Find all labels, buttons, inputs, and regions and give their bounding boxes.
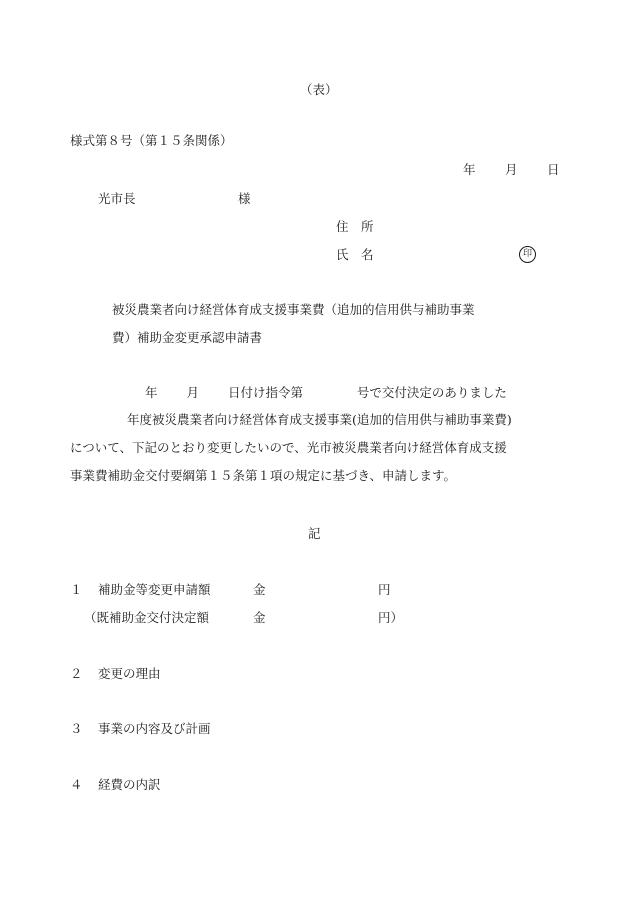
item-2-label: 変更の理由 (98, 666, 161, 681)
item-1-label: 補助金等変更申請額 (98, 582, 211, 597)
body-line-1: 年 月 日付け指令第 号で交付決定のありました (145, 385, 507, 400)
header-mark: （表） (300, 82, 338, 97)
item-3-number: ３ (70, 721, 83, 736)
item-1b-label: （既補助金交付決定額 (84, 610, 210, 625)
title-line-2: 費）補助金変更承認申請書 (112, 330, 263, 345)
applicant-address-label: 住 所 (336, 219, 374, 234)
seal-mark-icon: 印 (519, 246, 536, 263)
date-day: 日 (547, 162, 560, 177)
ki-heading: 記 (308, 526, 321, 541)
item-3-label: 事業の内容及び計画 (98, 721, 211, 736)
body-line-4: 事業費補助金交付要綱第１５条第１項の規定に基づき、申請します。 (70, 468, 457, 483)
form-number: 様式第８号（第１５条関係） (70, 133, 233, 148)
item-1-yen: 円 (378, 582, 391, 597)
item-4-label: 経費の内訳 (98, 777, 161, 792)
applicant-name-label: 氏 名 (336, 247, 374, 262)
addressee-name: 光市長 (98, 191, 136, 206)
item-1b-kin: 金 (253, 610, 266, 625)
date-year: 年 (463, 162, 476, 177)
item-1b-yen: 円） (378, 610, 404, 625)
item-4-number: ４ (70, 777, 83, 792)
date-month: 月 (505, 162, 518, 177)
item-1-kin: 金 (253, 582, 266, 597)
body-line-2: 年度被災農業者向け経営体育成支援事業(追加的信用供与補助事業費) (127, 412, 512, 427)
item-2-number: ２ (70, 666, 83, 681)
title-line-1: 被災農業者向け経営体育成支援事業費（追加的信用供与補助事業 (112, 302, 475, 317)
item-1-number: １ (70, 582, 83, 597)
body-line-3: について、下記のとおり変更したいので、光市被災農業者向け経営体育成支援 (70, 440, 507, 455)
addressee-honorific: 様 (238, 191, 251, 206)
